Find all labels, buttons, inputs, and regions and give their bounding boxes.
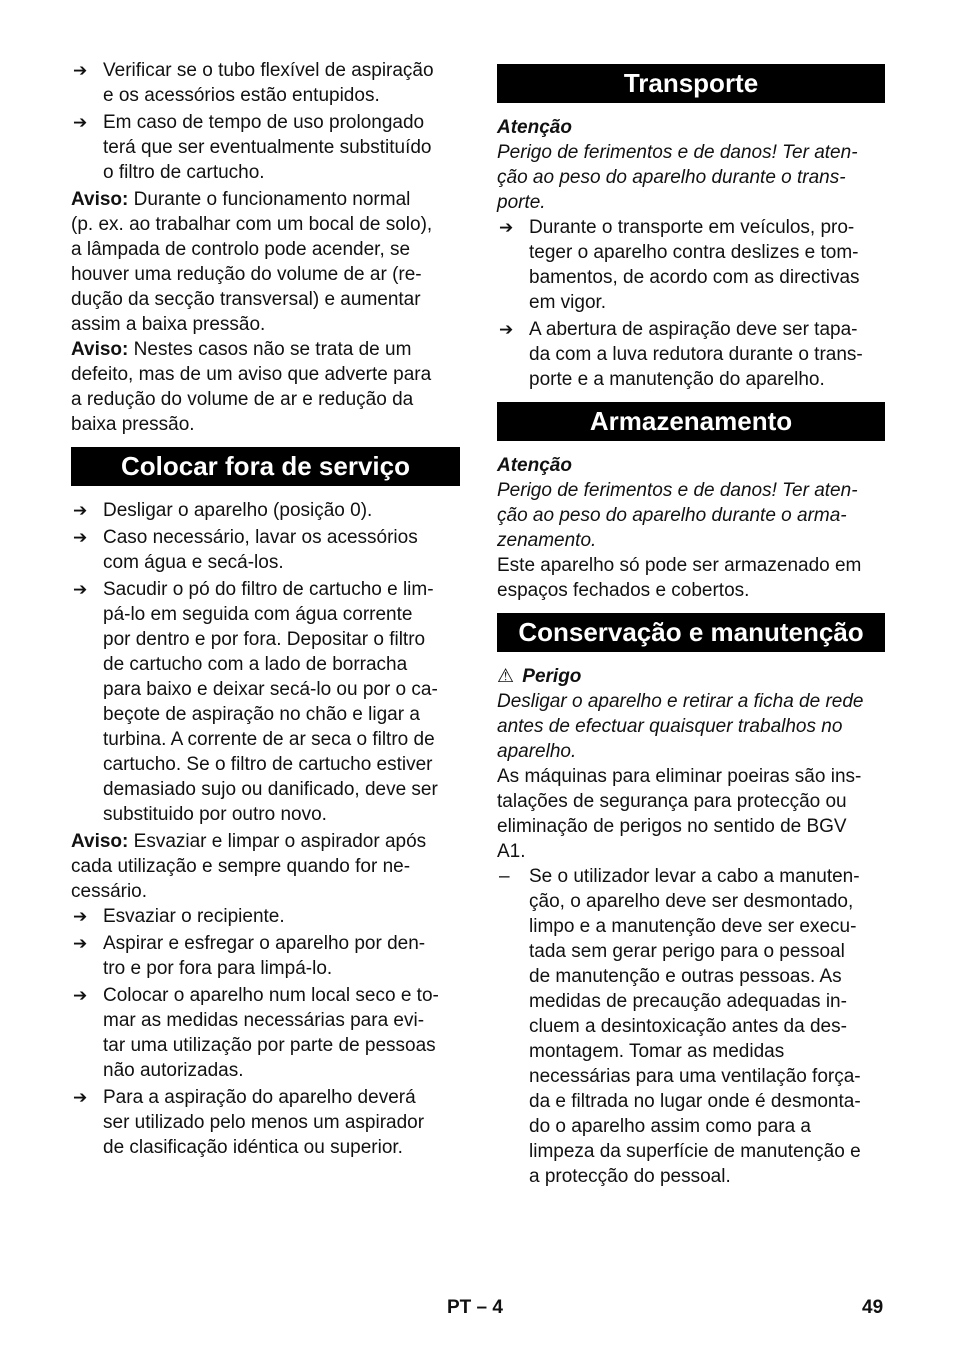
arrow-right-icon: ➔ (499, 218, 514, 237)
text-line: Para a aspiração do aparelho deverá (103, 1087, 416, 1108)
bullet-item (497, 317, 885, 392)
text-line: terá que ser eventualmente substituído (103, 137, 432, 158)
warning-triangle-icon: ⚠ (497, 666, 515, 687)
text-line: cartucho. Se o filtro de cartucho estiver (103, 754, 433, 775)
text-line: limpo e a manutenção deve ser execu- (529, 916, 857, 937)
text-line: com água e secá-los. (103, 552, 284, 573)
text-line: de cartucho com a lado de borracha (103, 654, 408, 675)
perigo-label: Perigo (522, 666, 582, 687)
section-heading-colocar-fora: Colocar fora de serviço (71, 447, 460, 486)
text-line: baixa pressão. (71, 414, 195, 435)
text-line: ser utilizado pelo menos um aspirador (103, 1112, 425, 1133)
text-line: aparelho. (497, 741, 577, 762)
arrow-right-icon: ➔ (73, 580, 88, 599)
text-line: tar uma utilização por parte de pessoas (103, 1035, 436, 1056)
text-line: ção ao peso do aparelho durante o arma- (497, 505, 847, 526)
text-line: bamentos, de acordo com as directivas (529, 267, 860, 288)
bullet-list-top (71, 58, 460, 185)
text-line: Este aparelho só pode ser armazenado em (497, 555, 862, 576)
text-line: teger o aparelho contra deslizes e tom- (529, 242, 859, 263)
section-heading-armazenamento: Armazenamento (497, 402, 885, 441)
aviso-paragraph-3 (71, 829, 460, 904)
aviso-label: Aviso: (71, 339, 129, 360)
text-line: cada utilização e sempre quando for ne- (71, 856, 411, 877)
bullet-item (71, 498, 460, 523)
text-line: A1. (497, 841, 526, 862)
text-line: Esvaziar e limpar o aspirador após (128, 831, 427, 852)
text-line: da com a luva redutora durante o trans- (529, 344, 863, 365)
text-line: Se o utilizador levar a cabo a manuten- (529, 866, 860, 887)
text-line: de manutenção e outras pessoas. As (529, 966, 842, 987)
text-line: zenamento. (497, 530, 597, 551)
storage-paragraph (497, 553, 885, 603)
text-line: por dentro e por fora. Depositar o filtro (103, 629, 426, 650)
bullet-item (71, 525, 460, 575)
atencao-text (497, 140, 885, 215)
text-line: e os acessórios estão entupidos. (103, 85, 380, 106)
text-line: tro e por fora para limpá-lo. (103, 958, 333, 979)
arrow-right-icon: ➔ (73, 934, 88, 953)
text-line: (p. ex. ao trabalhar com um bocal de solo), (71, 214, 433, 235)
text-line: mar as medidas necessárias para evi- (103, 1010, 425, 1031)
text-line: necessárias para uma ventilação força- (529, 1066, 861, 1087)
text-line: dução da secção transversal) e aumentar (71, 289, 421, 310)
text-line: As máquinas para eliminar poeiras são ins- (497, 766, 862, 787)
bullet-item (71, 1085, 460, 1160)
arrow-right-icon: ➔ (499, 320, 514, 339)
bullet-item (71, 58, 460, 108)
text-line: cessário. (71, 881, 148, 902)
bullet-item (71, 110, 460, 185)
bullet-list-bottom (71, 904, 460, 1160)
arrow-right-icon: ➔ (73, 61, 88, 80)
arrow-right-icon: ➔ (73, 986, 88, 1005)
bullet-item (497, 215, 885, 315)
perigo-text (497, 689, 885, 764)
arrow-right-icon: ➔ (73, 113, 88, 132)
text-line: Verificar se o tubo flexível de aspiração (103, 60, 434, 81)
text-line: Desligar o aparelho (posição 0). (103, 500, 373, 521)
text-line: da e filtrada no lugar onde é desmonta- (529, 1091, 861, 1112)
text-line: houver uma redução do volume de ar (re- (71, 264, 422, 285)
text-line: Caso necessário, lavar os acessórios (103, 527, 418, 548)
text-line: medidas de precaução adequadas in- (529, 991, 847, 1012)
text-line: Esvaziar o recipiente. (103, 906, 285, 927)
text-line: o filtro de cartucho. (103, 162, 265, 183)
aviso-paragraph-1 (71, 187, 460, 337)
right-column (497, 58, 885, 1191)
text-line: de clasificação idéntica ou superior. (103, 1137, 403, 1158)
text-line: a redução do volume de ar e redução da (71, 389, 414, 410)
text-line: Durante o funcionamento normal (128, 189, 411, 210)
text-line: Perigo de ferimentos e de danos! Ter aten- (497, 480, 858, 501)
bullet-list-mid (71, 498, 460, 827)
text-line: assim a baixa pressão. (71, 314, 266, 335)
text-line: Aspirar e esfregar o aparelho por den- (103, 933, 426, 954)
bullet-list-transport (497, 215, 885, 392)
text-line: ção, o aparelho deve ser desmontado, (529, 891, 854, 912)
bullet-item (71, 983, 460, 1083)
text-line: espaços fechados e cobertos. (497, 580, 750, 601)
text-line: para baixo e deixar secá-lo ou por o ca- (103, 679, 438, 700)
aviso-label: Aviso: (71, 189, 129, 210)
text-line: antes de efectuar quaisquer trabalhos no (497, 716, 843, 737)
text-line: Colocar o aparelho num local seco e to- (103, 985, 439, 1006)
bullet-item (71, 904, 460, 929)
text-line: limpeza da superfície de manutenção e (529, 1141, 861, 1162)
section-heading-conservacao: Conservação e manutenção (497, 613, 885, 652)
atencao-text (497, 478, 885, 553)
text-line: porte. (497, 192, 546, 213)
footer-page-number: 49 (862, 1297, 884, 1318)
aviso-paragraph-2 (71, 337, 460, 437)
text-line: Nestes casos não se trata de um (128, 339, 412, 360)
dash-marker: – (499, 866, 510, 887)
left-column (71, 58, 460, 1162)
text-line: montagem. Tomar as medidas (529, 1041, 785, 1062)
text-line: ção ao peso do aparelho durante o trans- (497, 167, 846, 188)
aviso-label: Aviso: (71, 831, 129, 852)
dash-list-item (497, 864, 885, 1189)
text-line: em vigor. (529, 292, 607, 313)
text-line: Desligar o aparelho e retirar a ficha de rede (497, 691, 864, 712)
text-line: defeito, mas de um aviso que adverte para (71, 364, 432, 385)
text-line: Em caso de tempo de uso prolongado (103, 112, 425, 133)
text-line: Durante o transporte em veículos, pro- (529, 217, 855, 238)
text-line: demasiado sujo ou danificado, deve ser (103, 779, 438, 800)
arrow-right-icon: ➔ (73, 528, 88, 547)
text-line: eliminação de perigos no sentido de BGV (497, 816, 847, 837)
text-line: turbina. A corrente de ar seca o filtro de (103, 729, 435, 750)
text-line: pá-lo em seguida com água corrente (103, 604, 413, 625)
text-line: a lâmpada de controlo pode acender, se (71, 239, 411, 260)
text-line: Perigo de ferimentos e de danos! Ter aten- (497, 142, 858, 163)
text-line: Sacudir o pó do filtro de cartucho e lim- (103, 579, 434, 600)
bullet-item (71, 577, 460, 827)
text-line: beçote de aspiração no chão e ligar a (103, 704, 420, 725)
text-line: do o aparelho assim como para a (529, 1116, 811, 1137)
bullet-item (71, 931, 460, 981)
text-line: a protecção do pessoal. (529, 1166, 731, 1187)
text-line: porte e a manutenção do aparelho. (529, 369, 825, 390)
atencao-label: Atenção (497, 117, 572, 138)
text-line: não autorizadas. (103, 1060, 244, 1081)
arrow-right-icon: ➔ (73, 907, 88, 926)
footer-section-label: PT – 4 (447, 1297, 503, 1318)
section-heading-transporte: Transporte (497, 64, 885, 103)
text-line: A abertura de aspiração deve ser tapa- (529, 319, 858, 340)
text-line: substituido por outro novo. (103, 804, 327, 825)
arrow-right-icon: ➔ (73, 501, 88, 520)
text-line: cluem a desintoxicação antes da des- (529, 1016, 847, 1037)
text-line: tada sem gerar perigo para o pessoal (529, 941, 845, 962)
perigo-heading (497, 664, 885, 689)
arrow-right-icon: ➔ (73, 1088, 88, 1107)
atencao-label: Atenção (497, 455, 572, 476)
text-line: talações de segurança para protecção ou (497, 791, 847, 812)
maintenance-paragraph (497, 764, 885, 864)
